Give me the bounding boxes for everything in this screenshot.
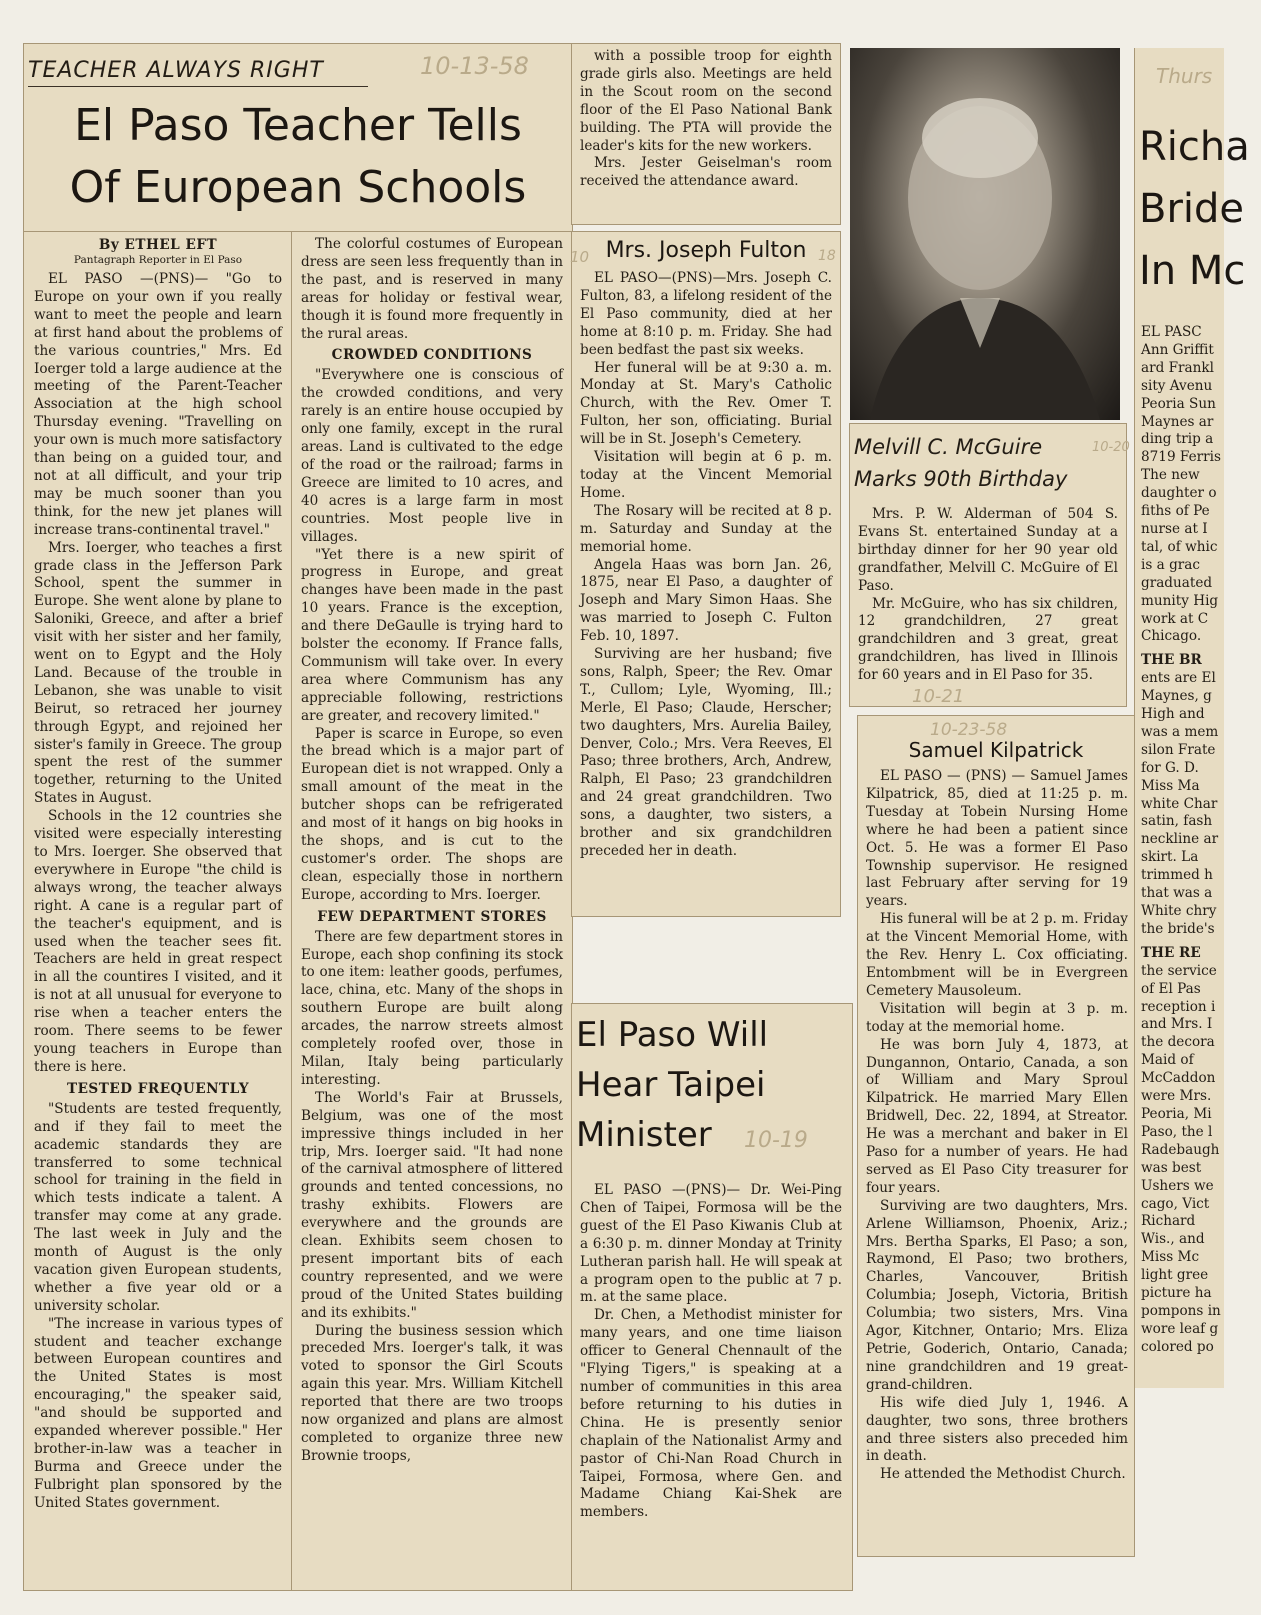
- kilpatrick-para: EL PASO — (PNS) — Samuel James Kilpatrick, 85, died at 11:25 p. m. Tuesday at Tobein Nursing Home where he had been a patient since Oct. 5. He was a former El Paso Township supervisor. He resigned last February after serving for 19 years.: [866, 768, 1128, 910]
- teacher-headline-1: El Paso Teacher Tells: [74, 100, 522, 151]
- richard-line: tal, of whic: [1141, 538, 1218, 555]
- handwritten-date-mcguire-small: 10-20: [1092, 440, 1130, 455]
- teacher-col1-text: [34, 271, 282, 1077]
- teacher-headline-2: Of European Schools: [69, 162, 527, 213]
- teacher-column-3-continuation: [572, 44, 840, 224]
- richard-line: picture ha: [1141, 1285, 1212, 1302]
- teacher-col1b-text: [34, 1101, 282, 1513]
- teacher-col2b-para: Paper is scarce in Europe, so even the bread which is a major part of European diet is not wrapped. Only a small amount of the meat in the butcher shops can be refrigerated and most of it hangs on big hooks in the shops, and is cut to the customer's order. The shops are clean, especially those in northern Europe, according to Mrs. Ioerger.: [301, 725, 563, 903]
- kilpatrick-obituary-clipping: [858, 716, 1134, 1556]
- richard-line: 8719 Ferris: [1141, 449, 1221, 466]
- taipei-minister-clipping: [572, 1004, 852, 1590]
- mcguire-text: [858, 506, 1118, 685]
- kilpatrick-para: His wife died July 1, 1946. A daughter, two sons, three brothers and three sisters also preceded him in death.: [866, 1394, 1128, 1465]
- mcguire-para: Mr. McGuire, who has six children, 12 grandchildren, 27 great grandchildren and 3 great, great grandchildren, has lived in Illinois for 60 years and in El Paso for 35.: [858, 595, 1118, 684]
- richard-text: [1141, 324, 1261, 1357]
- kicker-underline: [28, 86, 368, 87]
- richard-line: skirt. La: [1141, 849, 1199, 866]
- richard-line: Maid of: [1141, 1052, 1194, 1069]
- richard-line: for G. D.: [1141, 759, 1199, 776]
- fulton-para: Angela Haas was born Jan. 26, 1875, near El Paso, a daughter of Joseph and Mary Simon Haas. She was married to Joseph C. Fulton Feb. 10, 1897.: [580, 556, 832, 645]
- richard-line: the decora: [1141, 1034, 1215, 1051]
- richard-line: Peoria, Mi: [1141, 1105, 1212, 1122]
- richard-bride-clipping: [1134, 48, 1250, 1388]
- richard-line: fiths of Pe: [1141, 503, 1210, 520]
- kilpatrick-text: [866, 768, 1128, 1484]
- richard-line: the bride's: [1141, 920, 1215, 937]
- handwritten-date-teacher: 10-13-58: [420, 52, 529, 80]
- subhead-tested-frequently: TESTED FREQUENTLY: [66, 1080, 250, 1097]
- richard-line: trimmed h: [1141, 867, 1213, 884]
- kilpatrick-para: He was born July 4, 1873, at Dungannon, Ontario, Canada, a son of William and Mary Sproul Kilpatrick. He married Mary Ellen Bridwell, Dec. 22, 1894, at Streator. He was a merchant and baker in El Paso for a number of years. He had served as El Paso City treasurer for four years.: [866, 1036, 1128, 1196]
- subhead-few-department-stores: FEW DEPARTMENT STORES: [317, 908, 547, 925]
- teacher-col2b-text: [301, 367, 563, 904]
- richard-line: EL PASC: [1141, 324, 1202, 340]
- kilpatrick-para: Surviving are two daughters, Mrs. Arlene Williamson, Phoenix, Ariz.; Mrs. Bertha Sparks, El Paso; a son, Raymond, El Paso; two brothers, Charles, Vancouver, British Columbia; Joseph, Victoria, British Columbia; two sisters, Mrs. Vina Agor, Kitchner, Ontario; Mrs. Eliza Petrie, Goderich, Ontario, Canada; nine grandchildren and 19 great-grand-children.: [866, 1197, 1128, 1393]
- mcguire-headline-2: Marks 90th Birthday: [854, 467, 1068, 491]
- portrait-silhouette: [850, 48, 1120, 420]
- richard-line: THE BR: [1141, 652, 1202, 669]
- richard-line: Radebaugh: [1141, 1141, 1220, 1158]
- fulton-para: Visitation will begin at 6 p. m. today at the Vincent Memorial Home.: [580, 449, 832, 501]
- fulton-headline: Mrs. Joseph Fulton: [605, 238, 807, 263]
- taipei-para: Dr. Chen, a Methodist minister for many years, and one time liaison officer to General Chennault of the "Flying Tigers," is speaking at a number of communities in this area before returning to his duties in China. He is presently senior chaplain of the Nationalist Army and pastor of Chi-Nan Road Church in Taipei, Formosa, where Gen. and Madame Chiang Kai-Shek are members.: [580, 1307, 842, 1521]
- richard-line: neckline ar: [1141, 831, 1219, 848]
- richard-line: that was a: [1141, 885, 1213, 902]
- handwritten-date-mcguire: 10-21: [912, 686, 965, 707]
- richard-line: were Mrs.: [1141, 1088, 1212, 1105]
- teacher-col2c-para: The World's Fair at Brussels, Belgium, was one of the most impressive things included in her trip, Mrs. Ioerger said. "It had none of the carnival atmosphere of littered grounds and tented concessions, no trashy exhibits. Flowers are everywhere and the grounds are clean. Exhibits seem chosen to present important bits of each country represented, and we were proud of the United States building and its exhibits.": [301, 1089, 563, 1321]
- richard-line: ents are El: [1141, 670, 1216, 687]
- teacher-col1b-para: "Students are tested frequently, and if they fail to meet the academic standards they are transferred to some technical school for training in the field in which tests indicate a talent. A transfer may come at any grade. The last week in July and the month of August is the only vacation given European students, whether a five year old or a university scholar.: [34, 1100, 282, 1314]
- taipei-text: [580, 1182, 842, 1522]
- kilpatrick-para: He attended the Methodist Church.: [880, 1466, 1126, 1483]
- mcguire-headline-1: Melvill C. McGuire: [854, 435, 1043, 459]
- richard-line: is a grac: [1141, 556, 1200, 573]
- teacher-col2a-text: [301, 236, 563, 343]
- teacher-col1-para: EL PASO —(PNS)— "Go to Europe on your own if you really want to meet the people and learn at first hand about the problems of the various countries," Mrs. Ed Ioerger told a large audience at the meeting of the Parent-Teacher Association at the high school Thursday evening. "Travelling on your own is much more satisfactory than being on a guided tour, and not at all difficult, and your trip may be much sooner than you think, for the new jet planes will increase trans-continental travel.": [34, 271, 282, 538]
- subhead-crowded-conditions: CROWDED CONDITIONS: [331, 347, 533, 364]
- kilpatrick-para: Visitation will begin at 3 p. m. today at the memorial home.: [866, 1000, 1128, 1035]
- richard-line: the service: [1141, 962, 1217, 979]
- teacher-col2c-para: During the business session which preceded Mrs. Ioerger's talk, it was voted to sponsor the Girl Scouts again this year. Mrs. William Kitchell reported that there are two troops now organized and plans are almost completed to organize three new Brownie troops,: [301, 1322, 563, 1464]
- richard-line: Ushers we: [1141, 1177, 1214, 1194]
- fulton-para: Surviving are her husband; five sons, Ralph, Speer; the Rev. Omar T., Cullom; Lyle, Wyoming, Ill.; Merle, El Paso; Claude, Herscher; two daughters, Mrs. Aurelia Bailey, Denver, Colo.; Mrs. Vera Reeves, El Paso; three brothers, Arch, Andrew, Ralph, El Paso; 23 grandchildren and 24 great grandchildren. Two sons, a daughter, two sisters, a brother and six grandchildren preceded her in death.: [580, 646, 832, 859]
- richard-line: graduated: [1141, 574, 1213, 591]
- teacher-col2b-para: "Yet there is a new spirit of progress in Europe, and great changes have been made in the past 10 years. France is the exception, and there DeGaulle is trying hard to bolster the economy. If France falls, Communism will take over. In every area where Communism has any appreciable following, restrictions are greater, and recovery limited.": [301, 546, 563, 724]
- fulton-para: Her funeral will be at 9:30 a. m. Monday at St. Mary's Catholic Church, with the Rev. Omer T. Fulton, her son, officiating. Burial will be in St. Joseph's Cemetery.: [580, 359, 832, 448]
- richard-line: colored po: [1141, 1338, 1214, 1355]
- richard-line: pompons in: [1141, 1302, 1221, 1319]
- richard-headline-3: In Mc: [1139, 248, 1246, 294]
- richard-line: light gree: [1141, 1267, 1209, 1284]
- richard-line: McCaddon: [1141, 1070, 1216, 1087]
- richard-line: ding trip a: [1141, 431, 1214, 448]
- richard-line: Maynes ar: [1141, 413, 1214, 430]
- richard-line: wore leaf g: [1141, 1320, 1219, 1337]
- richard-line: reception i: [1141, 998, 1216, 1015]
- teacher-col2c-para: There are few department stores in Europe, each shop confining its stock to one item: leather goods, perfumes, lace, china, etc. Many of the shops in southern Europe are built along arcades, the narrow streets almost completely roofed over, those in Milan, Italy being particularly interesting.: [301, 928, 563, 1088]
- richard-line: Chicago.: [1141, 628, 1202, 645]
- richard-line: munity Hig: [1141, 592, 1219, 609]
- teacher-column-1: [24, 232, 292, 1590]
- richard-line: Miss Ma: [1141, 777, 1200, 794]
- handwritten-date-fulton: 10: [570, 248, 590, 266]
- richard-line: was a mem: [1141, 723, 1219, 740]
- taipei-para: EL PASO —(PNS)— Dr. Wei-Ping Chen of Taipei, Formosa will be the guest of the El Paso Kiwanis Club at a 6:30 p. m. dinner Monday at Trinity Lutheran parish hall. He will speak at a program open to the public at 7 p. m. at the same place.: [580, 1182, 842, 1306]
- richard-line: daughter o: [1141, 485, 1217, 502]
- teacher-col2b-para: "Everywhere one is conscious of the crowded conditions, and very rarely is an entire house occupied by only one family, except in the rural areas. Land is cultivated to the edge of the road or the railroad; farms in Greece are limited to 10 acres, and 40 acres is a large farm in most countries. Most people live in villages.: [301, 367, 563, 545]
- mcguire-photo: [850, 48, 1120, 420]
- richard-line: The new: [1141, 467, 1200, 484]
- fulton-para: EL PASO—(PNS)—Mrs. Joseph C. Fulton, 83, a lifelong resident of the El Paso community, died at her home at 8:10 p. m. Friday. She had been bedfast the past six weeks.: [580, 270, 832, 358]
- handwritten-date-taipei: 10-19: [744, 1128, 808, 1153]
- taipei-headline-3: Minister: [576, 1115, 712, 1155]
- kilpatrick-para: His funeral will be at 2 p. m. Friday at the Vincent Memorial Home, with the Rev. Henry L. Cox officiating. Entombment will be in Evergreen Cemetery Mausoleum.: [866, 911, 1128, 999]
- richard-line: cago, Vict: [1141, 1195, 1210, 1212]
- teacher-col3-para: Mrs. Jester Geiselman's room received the attendance award.: [580, 155, 832, 190]
- mcguire-para: Mrs. P. W. Alderman of 504 S. Evans St. entertained Sunday at a birthday dinner for her 90 year old grandfather, Melvill C. McGuire of El Paso.: [858, 506, 1118, 594]
- richard-line: work at C: [1141, 610, 1209, 627]
- richard-line: was best: [1141, 1159, 1202, 1176]
- teacher-col1-para: Mrs. Ioerger, who teaches a first grade class in the Jefferson Park School, spent the summer in Europe. She went alone by plane to Saloniki, Greece, and after a brief visit with her sister and her family, went on to Egypt and the Holy Land. Because of the trouble in Lebanon, she was unable to visit Beirut, so retraced her journey through Egypt, and rejoined her sister's family in Greece. The group spent the rest of the summer together, returning to the United States in August.: [34, 539, 282, 807]
- fulton-text: [580, 270, 832, 861]
- richard-line: nurse at I: [1141, 520, 1208, 537]
- handwritten-top-right-note: Thurs: [1156, 64, 1213, 88]
- richard-line: Ann Griffit: [1141, 341, 1214, 358]
- teacher-col3-para: with a possible troop for eighth grade girls also. Meetings are held in the Scout room on the second floor of the El Paso National Bank building. The PTA will provide the leader's kits for the new workers.: [580, 48, 832, 154]
- teacher-byline: By ETHEL EFT: [98, 237, 218, 253]
- handwritten-date-fulton-right: 18: [818, 248, 836, 264]
- richard-line: sity Avenu: [1141, 377, 1213, 394]
- richard-line: white Char: [1141, 795, 1218, 812]
- richard-line: Maynes, g: [1141, 688, 1212, 705]
- richard-line: Miss Mc: [1141, 1249, 1200, 1266]
- richard-line: White chry: [1141, 903, 1217, 919]
- richard-line: High and: [1141, 706, 1205, 723]
- richard-headline-2: Bride: [1139, 186, 1244, 232]
- teacher-byline-sub: Pantagraph Reporter in El Paso: [73, 254, 243, 266]
- richard-line: satin, fash: [1141, 813, 1213, 830]
- teacher-col2a-para: The colorful costumes of European dress are seen less frequently than in the past, and is reserved in many areas for holiday or festival wear, though it is found more frequently in the rural areas.: [301, 236, 563, 342]
- mcguire-birthday-clipping: [850, 424, 1126, 706]
- richard-headline-1: Richa: [1139, 124, 1250, 170]
- fulton-para: The Rosary will be recited at 8 p. m. Saturday and Sunday at the memorial home.: [580, 502, 832, 555]
- richard-line: Peoria Sun: [1141, 395, 1216, 412]
- teacher-col1b-para: "The increase in various types of student and teacher exchange between European countires and the United States is most encouraging," the speaker said, "and should be supported and expanded wherever possible." Her brother-in-law was a teacher in Burma and Greece under the Fulbright plan sponsored by the United States government.: [34, 1315, 282, 1511]
- taipei-headline-2: Hear Taipei: [576, 1065, 766, 1105]
- teacher-kicker: TEACHER ALWAYS RIGHT: [28, 58, 324, 83]
- teacher-col1-para: Schools in the 12 countries she visited were especially interesting to Mrs. Ioerger. She observed that everywhere in Europe "the child is always wrong, the teacher always right. A cane is a regular part of the teacher's equipment, and is used when the teacher sees fit. Teachers are held in great respect in all the countires I visited, and it is not at all unusual for everyone to rise when a teacher enters the room. There seems to be fewer young teachers in Europe than there is here.: [34, 808, 282, 1075]
- richard-line: Richard: [1141, 1213, 1196, 1230]
- richard-line: Paso, the l: [1141, 1123, 1213, 1140]
- teacher-col2c-text: [301, 929, 563, 1466]
- teacher-col3-text: [580, 48, 832, 191]
- richard-line: Wis., and: [1141, 1231, 1205, 1248]
- richard-line: silon Frate: [1141, 741, 1216, 758]
- richard-line: and Mrs. I: [1141, 1016, 1213, 1033]
- richard-line: THE RE: [1141, 944, 1201, 961]
- kilpatrick-headline: Samuel Kilpatrick: [908, 738, 1084, 762]
- richard-line: of El Pas: [1141, 980, 1201, 997]
- taipei-headline-1: El Paso Will: [576, 1015, 769, 1055]
- richard-line: ard Frankl: [1141, 359, 1215, 376]
- fulton-obituary-clipping: [572, 232, 840, 916]
- handwritten-date-kilpatrick: 10-23-58: [930, 720, 1008, 740]
- teacher-column-2: [292, 232, 572, 1590]
